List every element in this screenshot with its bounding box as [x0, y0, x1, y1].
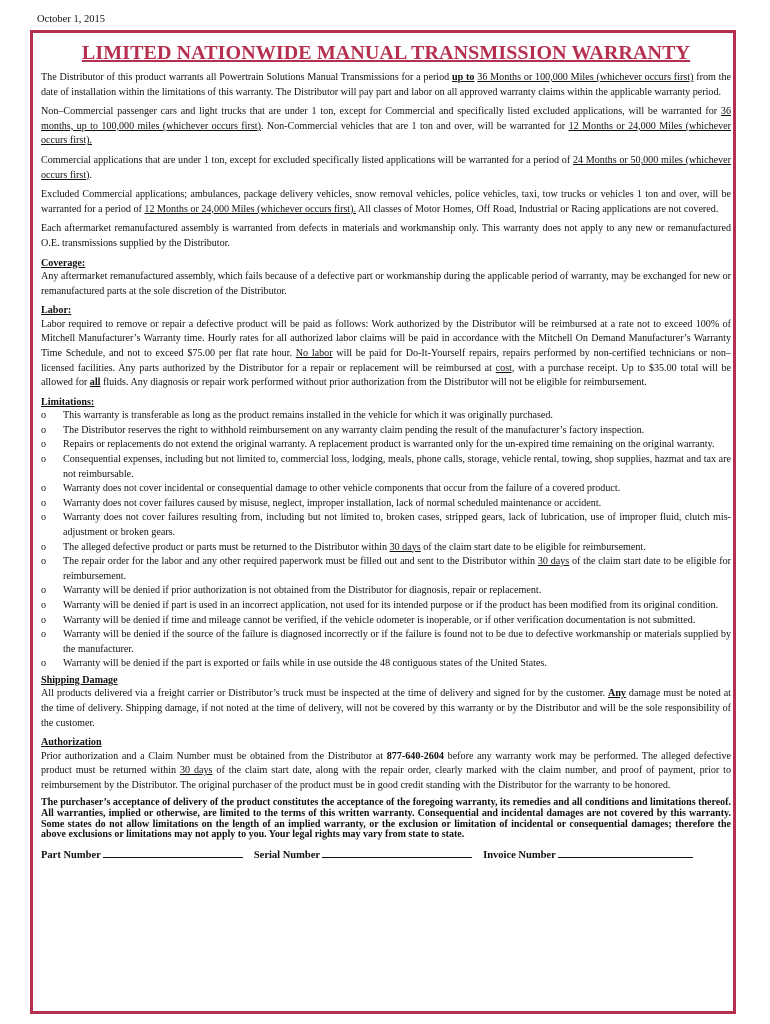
text: from the date of installation within the limitations of this warranty. The Distributor will pay part and labor on all approved warranty claims within the applicable warranty period. [41, 72, 732, 98]
bullet: o [41, 410, 47, 422]
part-number-field[interactable] [41, 847, 243, 863]
coverage-text: Any aftermarket remanufactured assembly, which fails because of a defective part or workmanship during the applicable period of warranty, may be exchanged for new or remanufactured parts at the sole discretion of the Distributor. [41, 271, 731, 297]
text: of the claim start date, along with the repair order, clearly marked with the claim number, and proof of payment, prior to reimbursement by the Distributor. The original purchaser of the product must be in good credit standing with the Distributor for the warranty to be honored. [41, 765, 731, 791]
text: of the claim start date to be eligible for reimbursement. [420, 541, 646, 553]
text: 30 days [389, 541, 421, 553]
serial-number-field[interactable] [254, 847, 473, 863]
text: damage must be noted at the time of delivery. Shipping damage, if not noted at the time of delivery, will not be covered by this warranty or by the Distributor and will be the sole responsibility of the customer. [41, 688, 731, 729]
list-item [41, 482, 731, 497]
phone-number: 877-640-2604 [386, 750, 444, 762]
text: 36 Months or 100,000 Miles (whichever occurs first) [477, 72, 694, 83]
list-item [41, 453, 731, 482]
intro-paragraph-3 [41, 154, 731, 183]
part-number-line[interactable] [103, 847, 243, 858]
text: of the claim start date to be eligible for reimbursement. [63, 556, 731, 582]
text: Non–Commercial passenger cars and light trucks that are under 1 ton, except for Commercial and specifically listed excluded applications, will be warranted for [41, 106, 721, 118]
bullet: o [41, 424, 47, 436]
limitations-list [41, 409, 731, 672]
text: All products delivered via a freight carrier or Distributor’s truck must be inspected at the time of delivery and signed for by the customer. [41, 688, 609, 700]
text: Excluded Commercial applications; ambulances, package delivery vehicles, snow removal vehicles, police vehicles, taxi, tow trucks or vehicles 1 ton and over, will be warranted for a period of [41, 189, 731, 215]
text: 24 Months or 50,000 miles (whichever occurs first) [41, 154, 731, 181]
warranty-document [41, 42, 731, 863]
list-item [41, 628, 731, 657]
invoice-number-field[interactable] [483, 847, 693, 863]
text: up to [452, 72, 475, 83]
limitations-heading: Limitations: [41, 396, 95, 408]
text: Warranty does not cover incidental or consequential damage to other vehicle components that occur from the failure of a covered product. [63, 483, 621, 495]
serial-number-label: Serial Number [253, 849, 320, 861]
coverage-heading: Coverage: [41, 257, 86, 269]
intro-paragraph-2 [41, 105, 731, 149]
bullet: o [41, 483, 47, 495]
list-item [41, 497, 731, 512]
list-item [41, 511, 731, 540]
text: 12 Months or 24,000 Miles (whichever occurs first). [144, 203, 357, 215]
labor-heading: Labor: [41, 305, 72, 317]
bullet: o [41, 585, 47, 597]
invoice-number-label: Invoice Number [483, 849, 556, 861]
labor-text [41, 318, 731, 391]
text: will be paid for Do-It-Yourself repairs, repairs performed by non-certified technicians or non–licensed facilities. Any parts authorized by the Distributor for a repair or replacement will be reimbursed at [41, 347, 731, 374]
bullet: o [41, 497, 47, 509]
text: . [89, 169, 93, 181]
intro-paragraph-5: Each aftermarket remanufactured assembly is warranted from defects in materials and workmanship only. This warranty does not apply to any new or remanufactured O.E. transmissions supplied by the Distributor. [41, 223, 731, 249]
bullet: o [41, 512, 47, 524]
bullet: o [41, 556, 47, 568]
text: 30 days [537, 556, 570, 568]
text: 36 months, up to 100,000 miles (whichever occurs first) [41, 106, 731, 132]
text: Warranty does not cover failures resulting from, including but not limited to, broken cases, stripped gears, lack of lubrication, use of improper fluid, clutch mis-adjustment or broken gears. [63, 512, 731, 538]
text: fluids. Any diagnosis or repair work performed without prior authorization from the Distributor will not be eligible for reimbursement. [100, 377, 647, 389]
text: Labor required to remove or repair a defective product will be paid as follows: Work authorized by the Distributor will be reimbursed at a rate not to exceed 100% of Mitchell Manufacturer’s Warranty time. Hourly rates for all authorized labor claims will be paid in accordance with the Mitchell On Demand Manufacturer’s Warranty Time Schedule, and not to exceed $75.00 per flat rate hour. [41, 318, 731, 359]
shipping-text [41, 687, 731, 731]
text: Warranty will be denied if the part is exported or fails while in use outside the 48 contiguous states of the United States. [63, 658, 547, 670]
list-item [41, 614, 731, 629]
page-title: LIMITED NATIONWIDE MANUAL TRANSMISSION WARRANTY [81, 42, 691, 64]
text: No labor [295, 347, 333, 359]
text: The alleged defective product or parts must be returned to the Distributor within [63, 541, 390, 553]
list-item [41, 584, 731, 599]
text: Commercial applications that are under 1 ton, except for excluded specifically listed applications will be warranted for a period of [41, 154, 573, 166]
intro-paragraph-4 [41, 188, 731, 217]
text: Warranty will be denied if part is used in an incorrect application, not used for its intended purpose or if the product has been modified from its original condition. [63, 599, 719, 611]
text: Consequential expenses, including but not limited to, commercial loss, lodging, meals, phone calls, storage, vehicle rental, towing, shop supplies, hazmat and tax are not reimbursable. [63, 453, 731, 480]
shipping-heading: Shipping Damage [41, 674, 118, 686]
form-fields [41, 847, 731, 863]
text: Any [608, 688, 626, 700]
list-item [41, 438, 731, 453]
list-item [41, 555, 731, 584]
text: before any warranty work may be performed. The alleged defective product must be returned within [41, 750, 731, 777]
bullet: o [41, 599, 47, 611]
bullet: o [41, 453, 47, 465]
text: Warranty does not cover failures caused by misuse, neglect, improper installation, lack of normal scheduled maintenance or accident. [63, 497, 602, 509]
final-disclaimer: The purchaser’s acceptance of delivery of the product constitutes the acceptance of the foregoing warranty, its remedies and all conditions and limitations thereof. All warranties, implied or otherwise, are limited to the terms of this written warranty. Consequential and incidental damages are not covered by this warranty. Some states do not allow limitations on the length of an implied warranty, or the exclusion or limitation of incidental or consequential damages; therefore the above exclusions or limitations may not apply to you. Your legal rights may vary from state to state. [41, 797, 731, 841]
text: 12 Months or 24,000 Miles (whichever occurs first). [41, 120, 731, 147]
list-item [41, 409, 731, 424]
bullet: o [41, 614, 47, 626]
authorization-text [41, 750, 731, 794]
text: Warranty will be denied if prior authorization is not obtained from the Distributor for diagnosis, repair or replacement. [63, 585, 542, 597]
text: . Non-Commercial vehicles that are 1 ton and over, will be warranted for [260, 120, 569, 132]
text: Repairs or replacements do not extend the original warranty. A replacement product is warranted only for the un-expired time remaining on the original warranty. [63, 439, 715, 451]
text: The repair order for the labor and any other required paperwork must be filled out and sent to the Distributor within [63, 556, 538, 568]
part-number-label: Part Number [41, 849, 101, 861]
text: This warranty is transferable as long as the product remains installed in the vehicle for which it was originally purchased. [63, 410, 553, 422]
text: 30 days [179, 765, 213, 777]
text: All classes of Motor Homes, Off Road, Industrial or Racing applications are not covered. [356, 203, 719, 215]
text: all [89, 377, 101, 389]
serial-number-line[interactable] [322, 847, 472, 858]
text: Prior authorization and a Claim Number must be obtained from the Distributor at [41, 750, 387, 762]
invoice-number-line[interactable] [558, 847, 693, 858]
bullet: o [41, 439, 47, 451]
document-date: October 1, 2015 [37, 14, 105, 25]
intro-paragraph-1 [41, 71, 731, 100]
bullet: o [41, 541, 47, 553]
authorization-heading: Authorization [41, 737, 102, 749]
text: Warranty will be denied if time and mileage cannot be verified, if the vehicle odometer is inoperable, or if other verification documentation is not submitted. [63, 614, 696, 626]
list-item [41, 599, 731, 614]
text: The Distributor reserves the right to withhold reimbursement on any warranty claim pending the result of the manufacturer’s factory inspection. [63, 424, 645, 436]
bullet: o [41, 658, 47, 670]
list-item [41, 541, 731, 556]
bullet: o [41, 629, 47, 641]
text: The Distributor of this product warrants all Powertrain Solutions Manual Transmissions for a period [41, 72, 453, 83]
list-item [41, 657, 731, 672]
text: with a purchase receipt. Up to $35.00 total will be allowed for [41, 362, 731, 389]
text: cost, [495, 362, 515, 374]
text: Warranty will be denied if the source of the failure is diagnosed incorrectly or if the failure is found not to be due to defective workmanship or materials supplied by the manufacturer. [63, 629, 731, 655]
list-item [41, 424, 731, 439]
